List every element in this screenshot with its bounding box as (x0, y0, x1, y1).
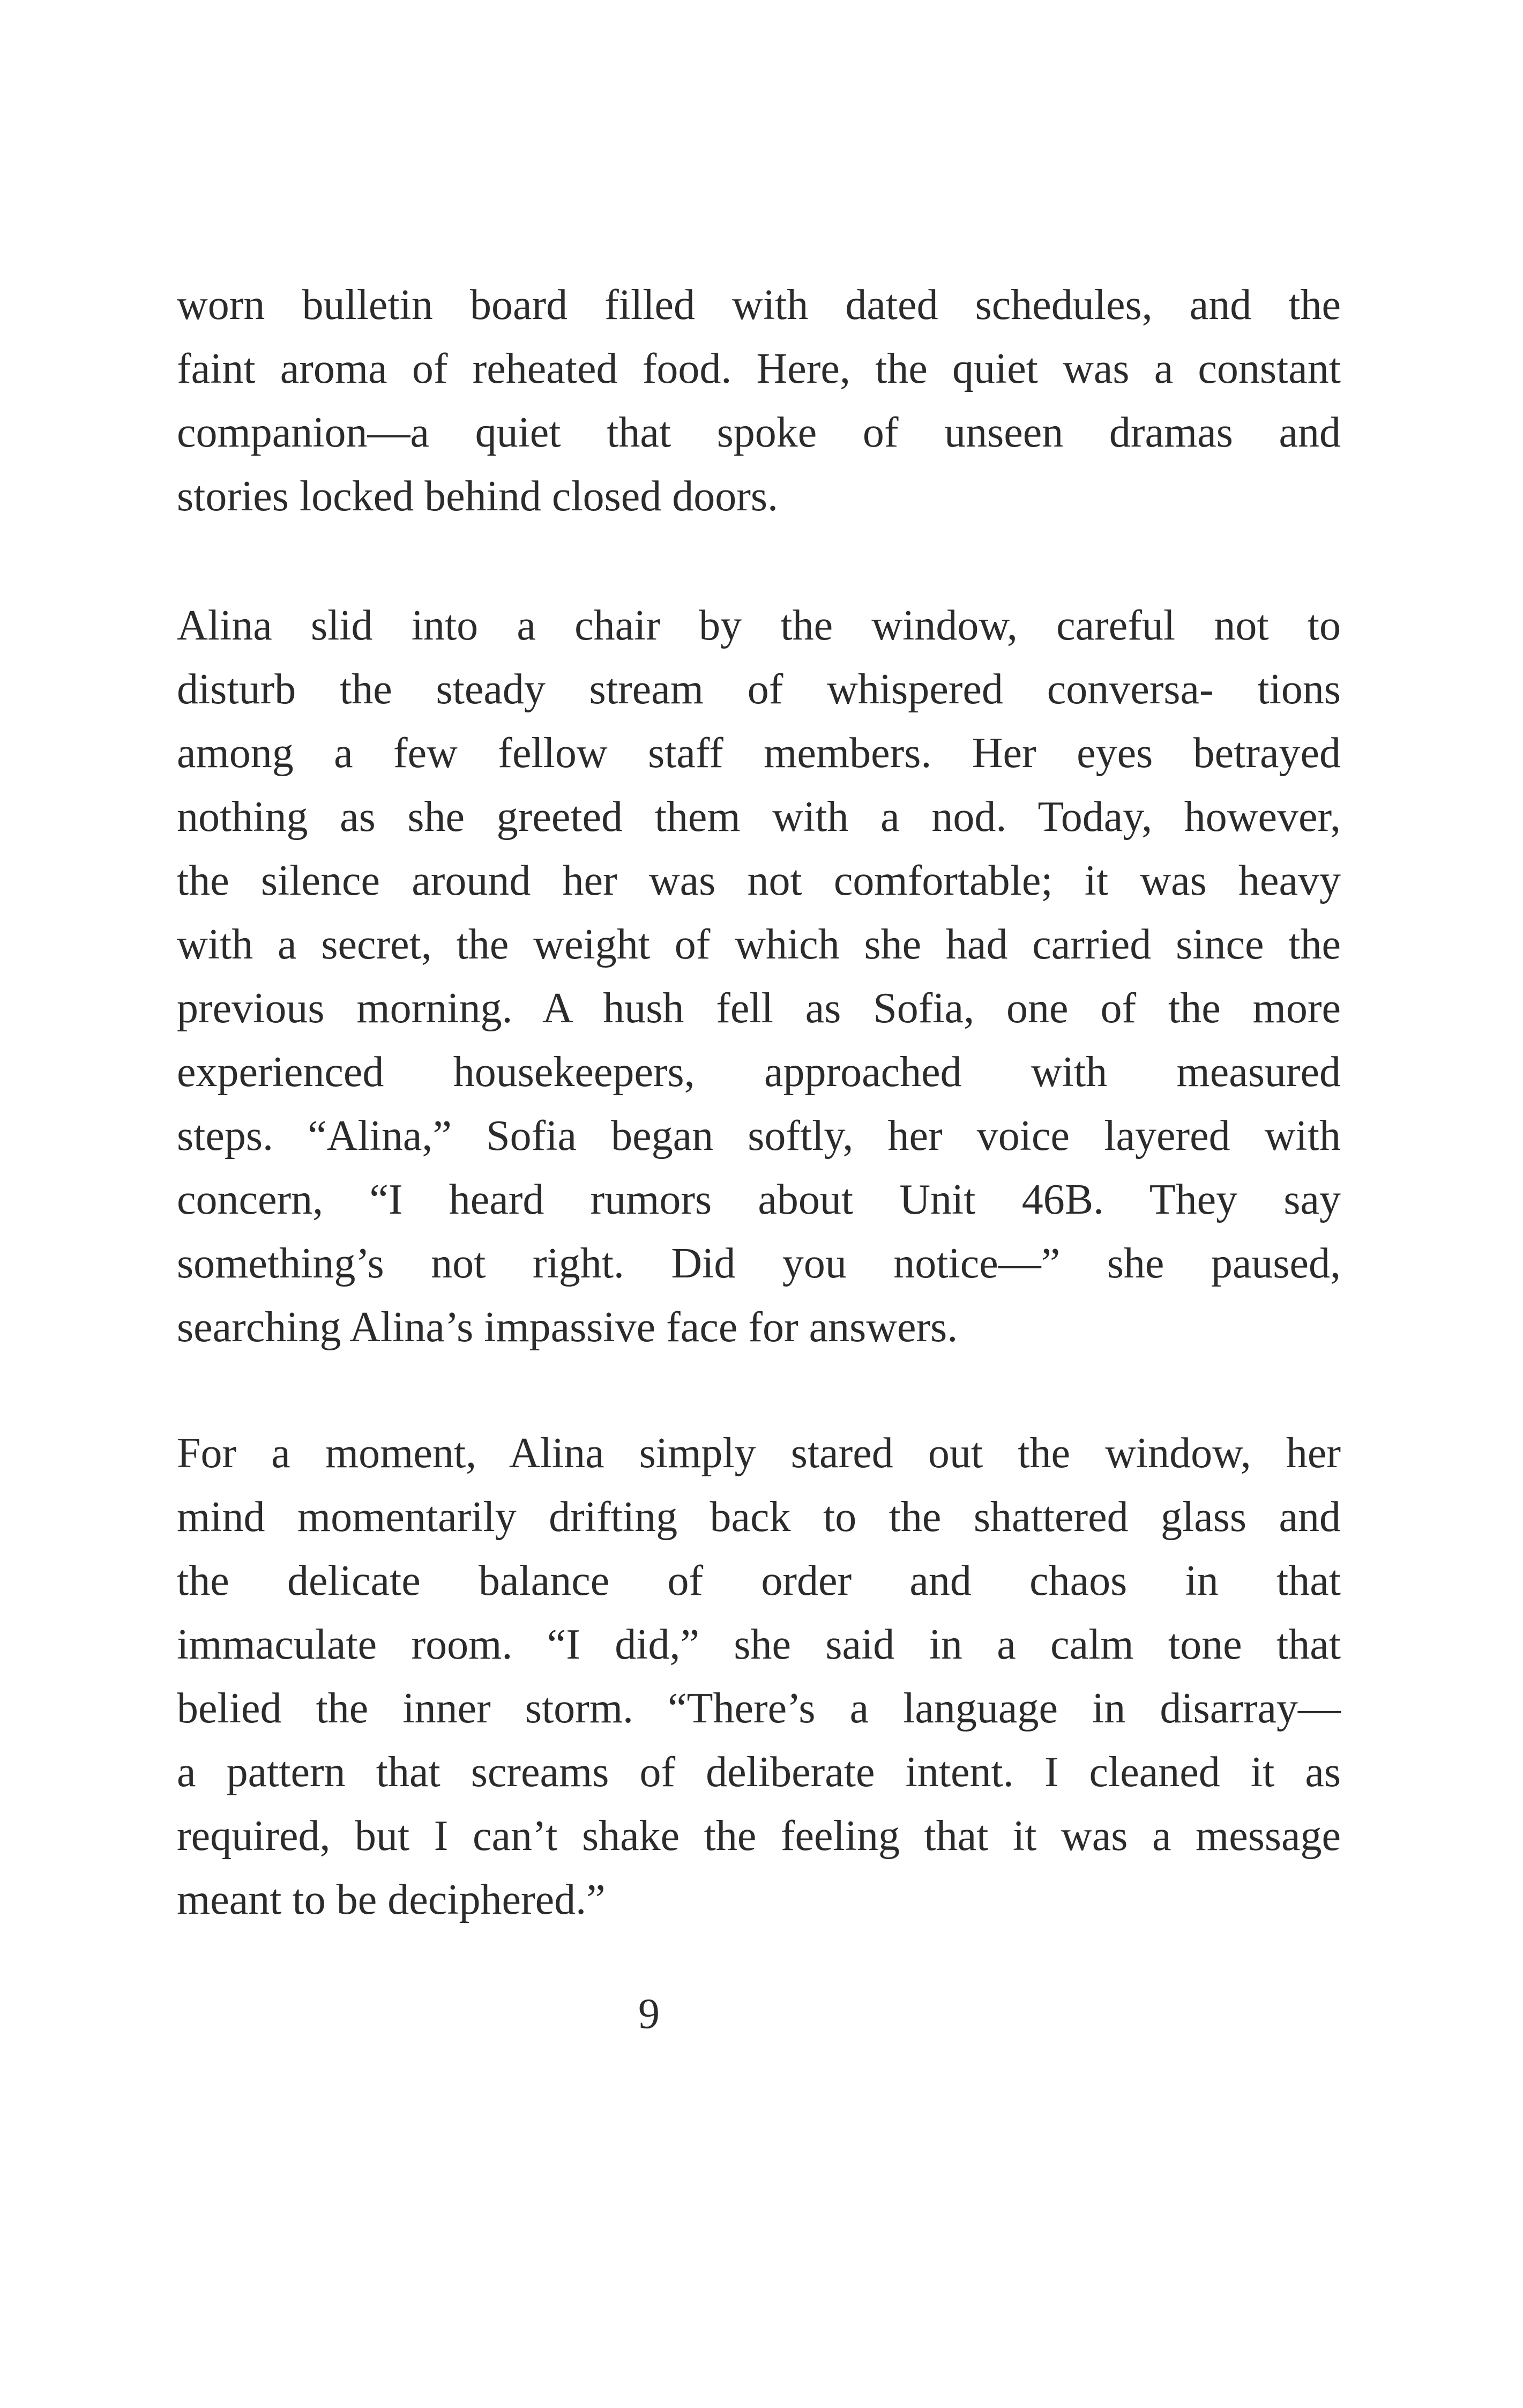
paragraph-2 (177, 594, 1341, 1359)
text-line: disturb the steady stream of whispered conversa- tions (177, 666, 1341, 713)
text-line: the delicate balance of order and chaos in that (177, 1557, 1341, 1604)
text-line: a pattern that screams of deliberate intent. I cleaned it as (177, 1749, 1341, 1796)
text-line: stories locked behind closed doors. (177, 473, 778, 520)
text-line: concern, “I heard rumors about Unit 46B. They say (177, 1176, 1341, 1223)
text-line: with a secret, the weight of which she had carried since the (177, 921, 1341, 968)
text-line: mind momentarily drifting back to the shattered glass and (177, 1493, 1341, 1541)
text-line: immaculate room. “I did,” she said in a calm tone that (177, 1621, 1341, 1668)
text-line: searching Alina’s impassive face for answers. (177, 1304, 958, 1351)
text-line: meant to be deciphered.” (177, 1876, 606, 1923)
text-line: experienced housekeepers, approached with measured (177, 1049, 1341, 1096)
text-line: faint aroma of reheated food. Here, the quiet was a constant (177, 345, 1341, 392)
text-line: previous morning. A hush fell as Sofia, one of the more (177, 985, 1341, 1032)
paragraph-3 (177, 1422, 1341, 1932)
text-line: nothing as she greeted them with a nod. Today, however, (177, 793, 1341, 841)
text-line: For a moment, Alina simply stared out the window, her (177, 1430, 1341, 1477)
text-line: companion—a quiet that spoke of unseen dramas and (177, 409, 1341, 456)
text-line: belied the inner storm. “There’s a language in disarray— (177, 1685, 1341, 1732)
text-line: required, but I can’t shake the feeling that it was a message (177, 1812, 1341, 1860)
text-line: something’s not right. Did you notice—” she paused, (177, 1240, 1341, 1287)
text-line: among a few fellow staff members. Her eyes betrayed (177, 730, 1341, 777)
paragraph-1 (177, 273, 1341, 529)
page-number: 9 (638, 1990, 660, 2038)
text-line: Alina slid into a chair by the window, careful not to (177, 602, 1341, 649)
text-line: steps. “Alina,” Sofia began softly, her voice layered with (177, 1112, 1341, 1160)
text-line: the silence around her was not comfortable; it was heavy (177, 857, 1341, 904)
text-line: worn bulletin board filled with dated schedules, and the (177, 281, 1341, 329)
